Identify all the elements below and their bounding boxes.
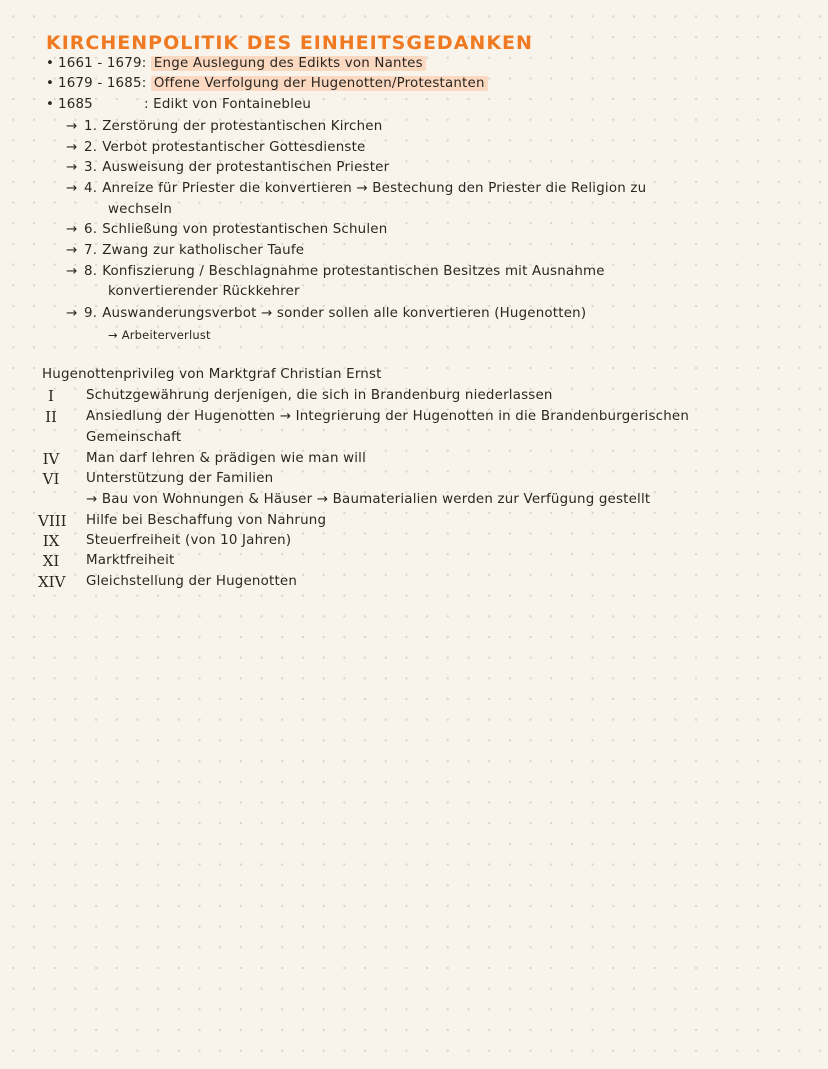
roman-numeral: I bbox=[48, 387, 54, 405]
measure-text: Konfiszierung / Beschlagnahme protestantischen Besitzes mit Ausnahme bbox=[102, 264, 605, 279]
privileg-item: Steuerfreiheit (von 10 Jahren) bbox=[86, 533, 292, 548]
measure-item bbox=[66, 159, 389, 177]
measure-continuation: konvertierender Rückkehrer bbox=[108, 284, 300, 299]
measure-number: 2. bbox=[84, 140, 98, 155]
bullet: • bbox=[46, 97, 55, 112]
measure-text: Verbot protestantischer Gottesdienste bbox=[102, 140, 366, 155]
arrow-icon: → bbox=[66, 306, 78, 321]
timeline-text: Offene Verfolgung der Hugenotten/Protestanten bbox=[151, 76, 488, 91]
measure-item bbox=[66, 180, 646, 198]
arrow-icon: → bbox=[66, 119, 78, 134]
privileg-item: Hilfe bei Beschaffung von Nahrung bbox=[86, 513, 327, 528]
measure-item bbox=[66, 305, 586, 323]
measure-number: 3. bbox=[84, 160, 98, 175]
privileg-item: Marktfreiheit bbox=[86, 553, 175, 568]
arrow-icon: → bbox=[66, 243, 78, 258]
roman-numeral: XI bbox=[42, 552, 60, 570]
privileg-item: Unterstützung der Familien bbox=[86, 471, 274, 486]
timeline-text: : Edikt von Fontainebleu bbox=[144, 97, 312, 112]
timeline-date: 1661 - 1679: bbox=[58, 56, 147, 71]
roman-numeral: II bbox=[45, 408, 57, 426]
measure-continuation: wechseln bbox=[108, 202, 173, 217]
privileg-heading: Hugenottenprivileg von Marktgraf Christian Ernst bbox=[42, 367, 382, 382]
arrow-icon: → bbox=[66, 181, 78, 196]
privileg-item: Schutzgewährung derjenigen, die sich in Brandenburg niederlassen bbox=[86, 388, 553, 403]
measure-number: 7. bbox=[84, 243, 98, 258]
privileg-item: Ansiedlung der Hugenotten → Integrierung der Hugenotten in die Brandenburgerischen bbox=[86, 409, 690, 424]
roman-numeral: XIV bbox=[38, 573, 66, 591]
measure-text: Zerstörung der protestantischen Kirchen bbox=[102, 119, 383, 134]
timeline-item bbox=[46, 75, 488, 93]
timeline-item bbox=[46, 96, 311, 114]
arrow-icon: → bbox=[66, 140, 78, 155]
measure-item bbox=[66, 221, 387, 239]
measure-number: 8. bbox=[84, 264, 98, 279]
bullet: • bbox=[46, 56, 55, 71]
roman-numeral: VIII bbox=[38, 512, 67, 530]
measure-item bbox=[66, 118, 382, 136]
measure-text: Ausweisung der protestantischen Priester bbox=[102, 160, 390, 175]
timeline-text: Enge Auslegung des Edikts von Nantes bbox=[151, 56, 426, 71]
measure-number: 6. bbox=[84, 222, 98, 237]
roman-numeral: IX bbox=[42, 532, 60, 550]
measure-item bbox=[66, 263, 605, 281]
privileg-item: Gleichstellung der Hugenotten bbox=[86, 574, 298, 589]
measure-text: Schließung von protestantischen Schulen bbox=[102, 222, 388, 237]
roman-numeral: IV bbox=[42, 450, 60, 468]
measure-number: 4. bbox=[84, 181, 98, 196]
timeline-date: 1679 - 1685: bbox=[58, 76, 147, 91]
privileg-item: Man darf lehren & prädigen wie man will bbox=[86, 451, 367, 466]
measure-item bbox=[66, 139, 365, 157]
measure-number: 1. bbox=[84, 119, 98, 134]
measure-text: Anreize für Priester die konvertieren → Bestechung den Priester die Religion zu bbox=[102, 181, 647, 196]
arrow-icon: → bbox=[66, 222, 78, 237]
arrow-icon: → bbox=[66, 160, 78, 175]
timeline-item bbox=[46, 55, 426, 73]
measure-text: Auswanderungsverbot → sonder sollen alle konvertieren (Hugenotten) bbox=[102, 306, 587, 321]
measure-text: Zwang zur katholischer Taufe bbox=[102, 243, 305, 258]
arrow-icon: → bbox=[66, 264, 78, 279]
measure-item bbox=[66, 242, 304, 260]
timeline-date: 1685 bbox=[58, 97, 93, 112]
page-title: KIRCHENPOLITIK DES EINHEITSGEDANKEN bbox=[46, 32, 533, 54]
privileg-subpoint: → Bau von Wohnungen & Häuser → Baumaterialien werden zur Verfügung gestellt bbox=[86, 492, 651, 507]
bullet: • bbox=[46, 76, 55, 91]
privileg-continuation: Gemeinschaft bbox=[86, 430, 182, 445]
measure-subpoint: → Arbeiterverlust bbox=[108, 328, 211, 342]
roman-numeral: VI bbox=[42, 470, 60, 488]
measure-number: 9. bbox=[84, 306, 98, 321]
